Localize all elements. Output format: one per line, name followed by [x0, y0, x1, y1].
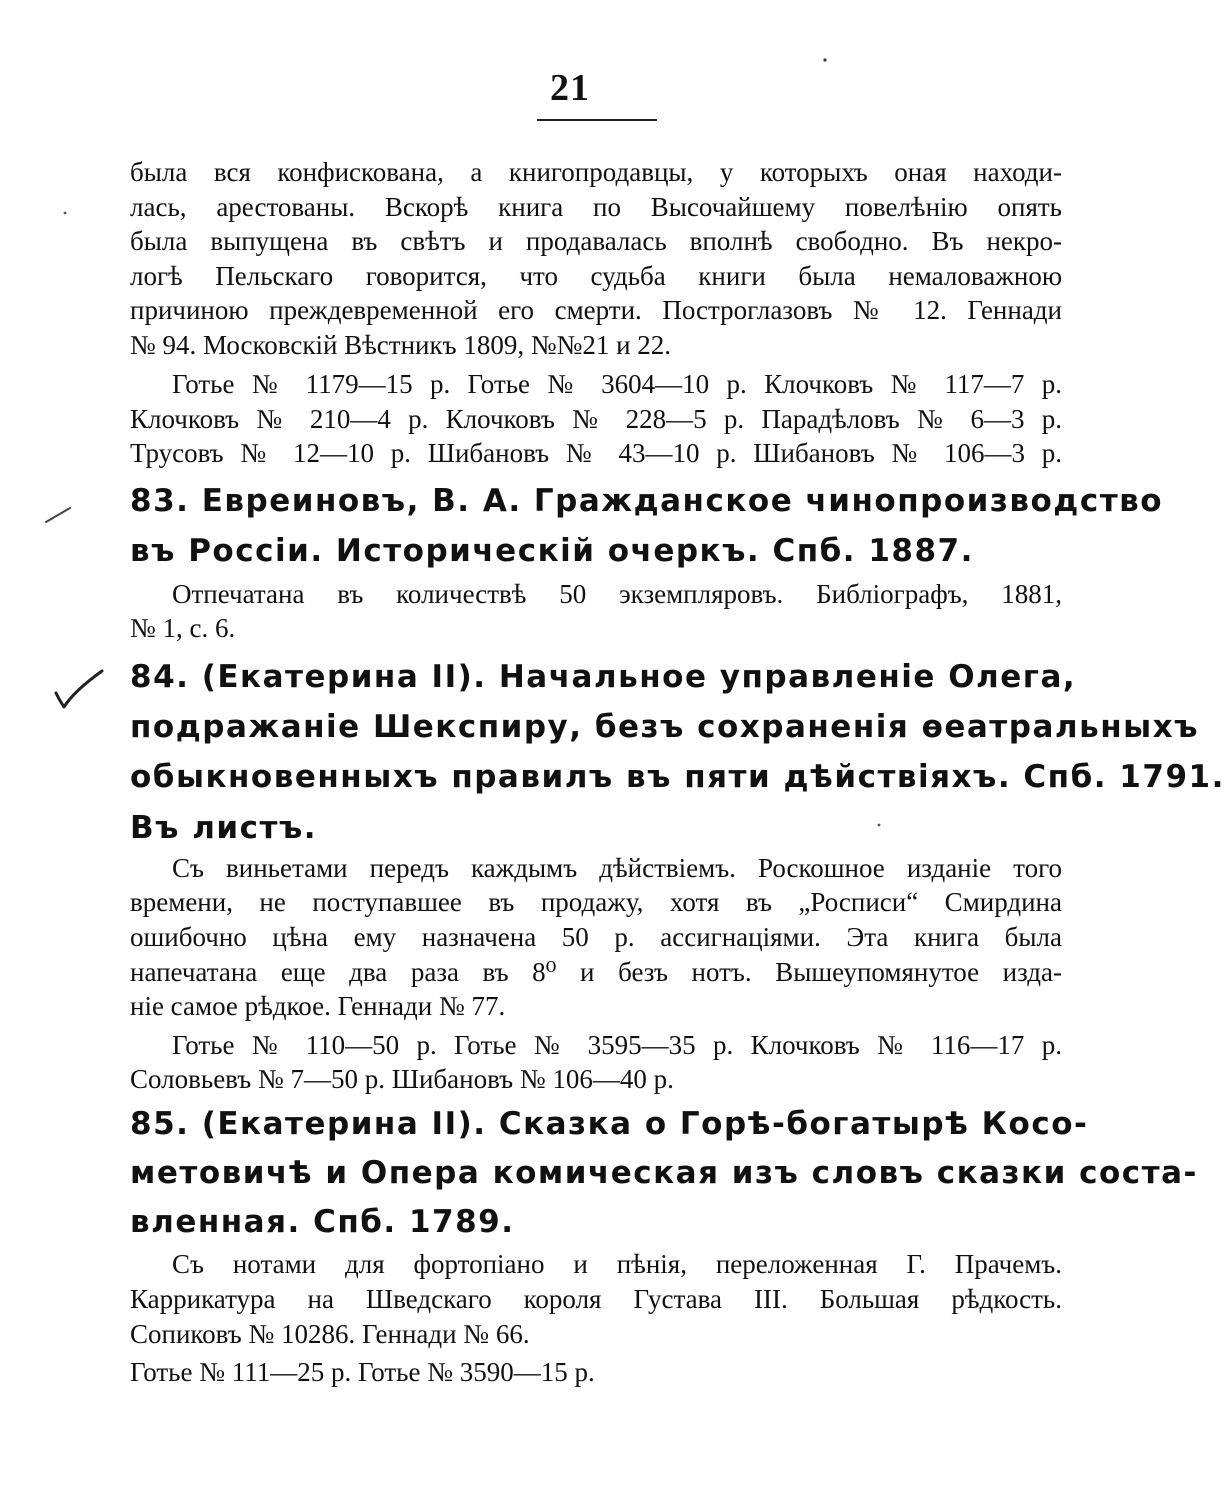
entry-84-note: напечатана еще два раза въ 8⁰ и безъ нотъ. Вышеупомянутое изда- [130, 957, 1062, 987]
entry-85-note: Съ нотами для фортопіано и пѣнія, переложенная Г. Прачемъ. [172, 1249, 1062, 1279]
entry-84-note: времени, не поступавшее въ продажу, хотя въ „Росписи“ Смирдина [130, 887, 1062, 917]
speck-mark-icon [820, 55, 830, 65]
page-number-rule [537, 119, 657, 121]
entry-84-price: Соловьевъ № 7—50 р. Шибановъ № 106—40 р. [130, 1064, 674, 1094]
entry-83-note: № 1, с. 6. [130, 613, 236, 643]
entry-84-note: ніе самое рѣдкое. Геннади № 77. [130, 991, 506, 1021]
text-line: № 94. Московскій Вѣстникъ 1809, №№21 и 22. [130, 330, 672, 360]
text-line: была вся конфискована, а книгопродавцы, у которыхъ оная находи- [130, 157, 1062, 187]
entry-85-note: Каррикатура на Шведскаго короля Густава III. Большая рѣдкость. [130, 1284, 1062, 1314]
entry-84-note: Съ виньетами передъ каждымъ дѣйствіемъ. Роскошное изданіе того [172, 853, 1062, 883]
entry-85-title: 85. (Екатерина II). Сказка о Горѣ-богатырѣ Косо- [130, 1106, 1089, 1142]
entry-84-price: Готье № 110—50 р. Готье № 3595—35 р. Клочковъ № 116—17 р. [172, 1030, 1062, 1060]
text-line: была выпущена въ свѣтъ и продавалась вполнѣ свободно. Въ некро- [130, 226, 1062, 256]
entry-85-title: метовичѣ и Опера комическая изъ словъ сказки соста- [130, 1155, 1198, 1191]
price-line: Клочковъ № 210—4 р. Клочковъ № 228—5 р. Парадѣловъ № 6—3 р. [130, 404, 1062, 434]
entry-83-title: 83. Евреиновъ, В. А. Гражданское чинопроизводство [130, 483, 1164, 519]
entry-84-title: 84. (Екатерина II). Начальное управленіе Олега, [130, 659, 1077, 695]
speck-mark-icon [874, 820, 884, 830]
entry-83-note: Отпечатана въ количествѣ 50 экземпляровъ. Библіографъ, 1881, [172, 579, 1062, 609]
price-line: Готье № 1179—15 р. Готье № 3604—10 р. Клочковъ № 117—7 р. [172, 369, 1062, 399]
entry-85-price: Готье № 111—25 р. Готье № 3590—15 р. [130, 1357, 595, 1387]
text-line: логѣ Пельскаго говорится, что судьба книги была немаловажною [130, 261, 1062, 291]
entry-85-title: вленная. Спб. 1789. [130, 1204, 515, 1240]
entry-84-note: ошибочно цѣна ему назначена 50 р. ассигнаціями. Эта книга была [130, 922, 1062, 952]
entry-84-title: Въ листъ. [130, 810, 318, 846]
entry-83-title: въ Россіи. Историческій очеркъ. Спб. 1887. [130, 533, 974, 569]
pencil-tick-mark-icon [40, 500, 80, 530]
text-line: причиною преждевременной его смерти. Построглазовъ № 12. Геннади [130, 295, 1062, 325]
speck-mark-icon [60, 208, 70, 218]
entry-84-title: подражаніе Шекспиру, безъ сохраненія ѳеатральныхъ [130, 709, 1199, 745]
text-line: лась, арестованы. Вскорѣ книга по Высочайшему повелѣнію опять [130, 192, 1062, 222]
price-line: Трусовъ № 12—10 р. Шибановъ № 43—10 р. Шибановъ № 106—3 р. [130, 438, 1062, 468]
handwritten-checkmark-icon [50, 665, 110, 715]
page-number: 21 [550, 67, 590, 109]
entry-85-note: Сопиковъ № 10286. Геннади № 66. [130, 1319, 530, 1349]
entry-84-title: обыкновенныхъ правилъ въ пяти дѣйствіяхъ. Спб. 1791. [130, 759, 1225, 795]
